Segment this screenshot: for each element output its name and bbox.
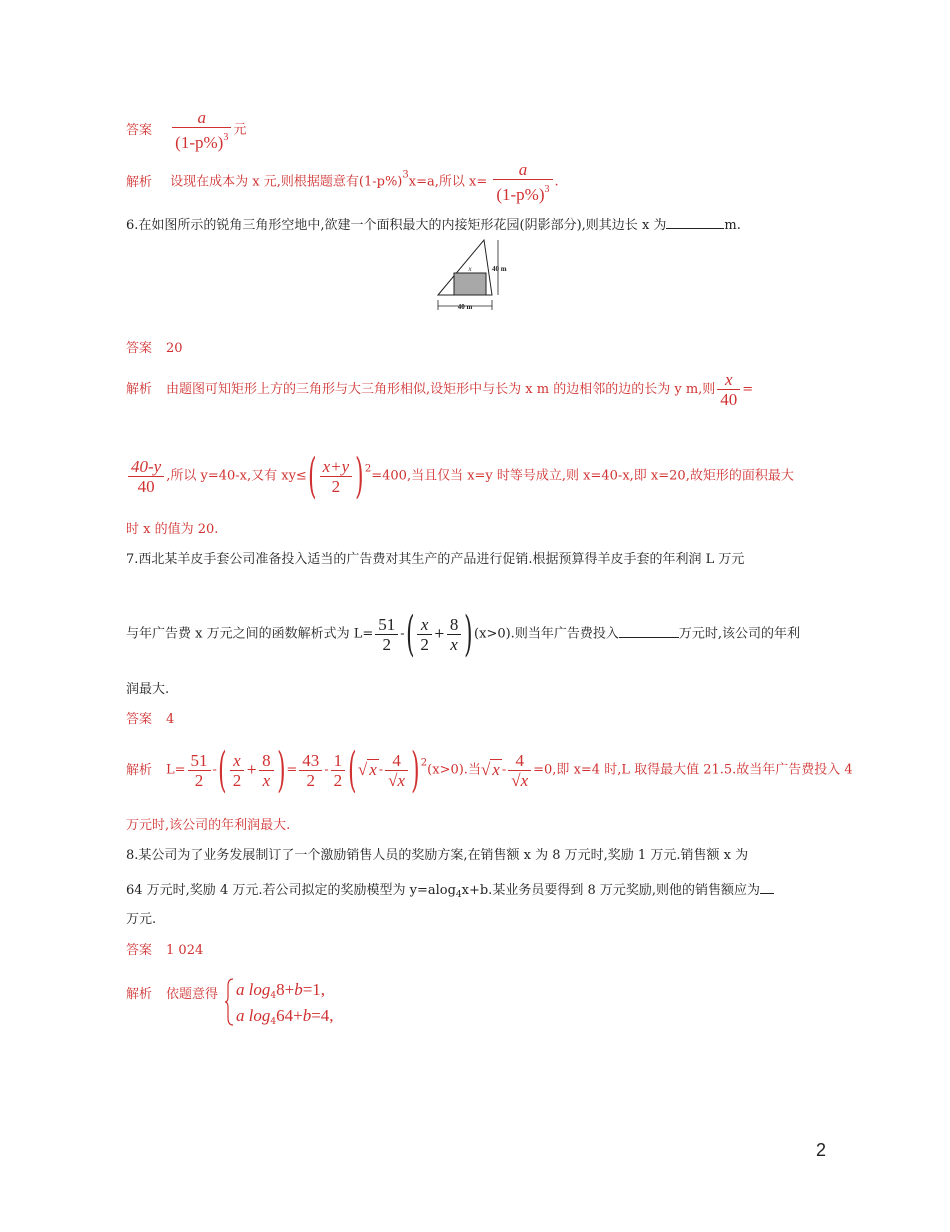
equation-system <box>236 980 334 1032</box>
q7-question-line2: 与年广告费 x 万元之间的函数解析式为 L= $\frac{51}{2}$ -( $\frac{x}{2}$ + $\frac{8}{x}$ )(x>0).则当年广告费投入 万元时,该公司的年利 <box>126 606 800 662</box>
answer-value: 20 <box>166 341 183 356</box>
q7-question-line1: 7.西北某羊皮手套公司准备投入适当的广告费对其生产的产品进行促销.根据预算得羊皮手套的年利润 L 万元 <box>126 552 745 567</box>
explanation-fraction: $\frac{a}{(1-p\%)^3}$ <box>493 160 552 204</box>
answer-fraction: $\frac{a}{(1-p\%)^3}$ <box>172 108 231 152</box>
answer-label: 答案 <box>126 943 153 958</box>
equation-1: a $\log_48+b=1$, <box>236 980 326 1001</box>
explanation-label: 解析 <box>126 762 153 778</box>
shaded-rectangle <box>454 273 486 295</box>
q8-explanation: 解析 依题意得 <box>126 987 219 1002</box>
q6-answer <box>126 340 183 358</box>
page-number: 2 <box>815 1140 826 1160</box>
q6-explanation-line2: $\frac{40-y}{40}$ ,所以 y=40-x,又有 xy≤( $\frac{x+y}{2}$ )$^2$=400,当且仅当 x=y 时等号成立,则 x=40-x,即 x=20,故矩形的面积最大 <box>126 452 794 500</box>
answer-blank <box>760 879 774 894</box>
figure-height-label: 40 m <box>492 265 507 273</box>
q7-question-line3: 润最大. <box>126 682 170 697</box>
q8-answer <box>126 942 203 960</box>
answer-unit: 元 <box>233 122 247 138</box>
q8-question-line1: 8.某公司为了业务发展制订了一个激励销售人员的奖励方案,在销售额 x 为 8 万元时,奖励 1 万元.销售额 x 为 <box>126 848 749 863</box>
answer-value: 4 <box>166 712 175 727</box>
q8-question-line3: 万元. <box>126 912 157 927</box>
answer-label: 答案 <box>126 712 153 727</box>
q5-answer <box>126 108 246 152</box>
explanation-label: 解析 <box>126 987 153 1002</box>
system-brace <box>225 978 235 1026</box>
q5-explanation: 解析 设现在成本为 x 元,则根据题意有$(1-p\%)^3x=a$,所以 x= $\frac{a}{(1-p\%)^3}$ . <box>126 160 559 204</box>
answer-blank <box>666 214 724 229</box>
figure-base-label: 40 m <box>457 303 473 311</box>
q6-question: 6.在如图所示的锐角三角形空地中,欲建一个面积最大的内接矩形花园(阴影部分),则其边长 x 为 m. <box>126 214 741 235</box>
answer-label: 答案 <box>126 341 153 356</box>
q7-explanation-line2: 万元时,该公司的年利润最大. <box>126 818 291 833</box>
explanation-label: 解析 <box>126 174 153 190</box>
answer-value: 1 024 <box>166 943 204 958</box>
figure-x-label: x <box>468 265 472 273</box>
explanation-label: 解析 <box>126 382 153 397</box>
q6-explanation-line1: 解析 由题图可知矩形上方的三角形与大三角形相似,设矩形中与长为 x m 的边相邻的边的长为 y m,则 $\frac{x}{40}$ = <box>126 370 754 409</box>
q8-question-line2: 64 万元时,奖励 4 万元.若公司拟定的奖励模型为 y=alog$_4$x+b.某业务员要得到 8 万元奖励,则他的销售额应为 <box>126 879 774 904</box>
q7-explanation-line1: 解析 L= $\frac{51}{2}$ -( $\frac{x}{2}$ + $\frac{8}{x}$ )= $\frac{43}{2}$ - $\frac{1}{2}$ (√ x - $\frac{4}{√x}$ )$^2$(x>0).当√ x - $\frac{4}{√x}$ =0,即 x=4 时,L 取得最大值 21.5.故当年广告费投入 4 <box>126 742 853 798</box>
q6-explanation-line3: 时 x 的值为 20. <box>126 522 219 537</box>
answer-blank <box>619 623 679 638</box>
answer-label: 答案 <box>126 122 153 138</box>
q7-answer <box>126 711 174 729</box>
triangle-figure <box>432 236 522 316</box>
equation-2: a $\log_464+b=4$, <box>236 1006 334 1027</box>
